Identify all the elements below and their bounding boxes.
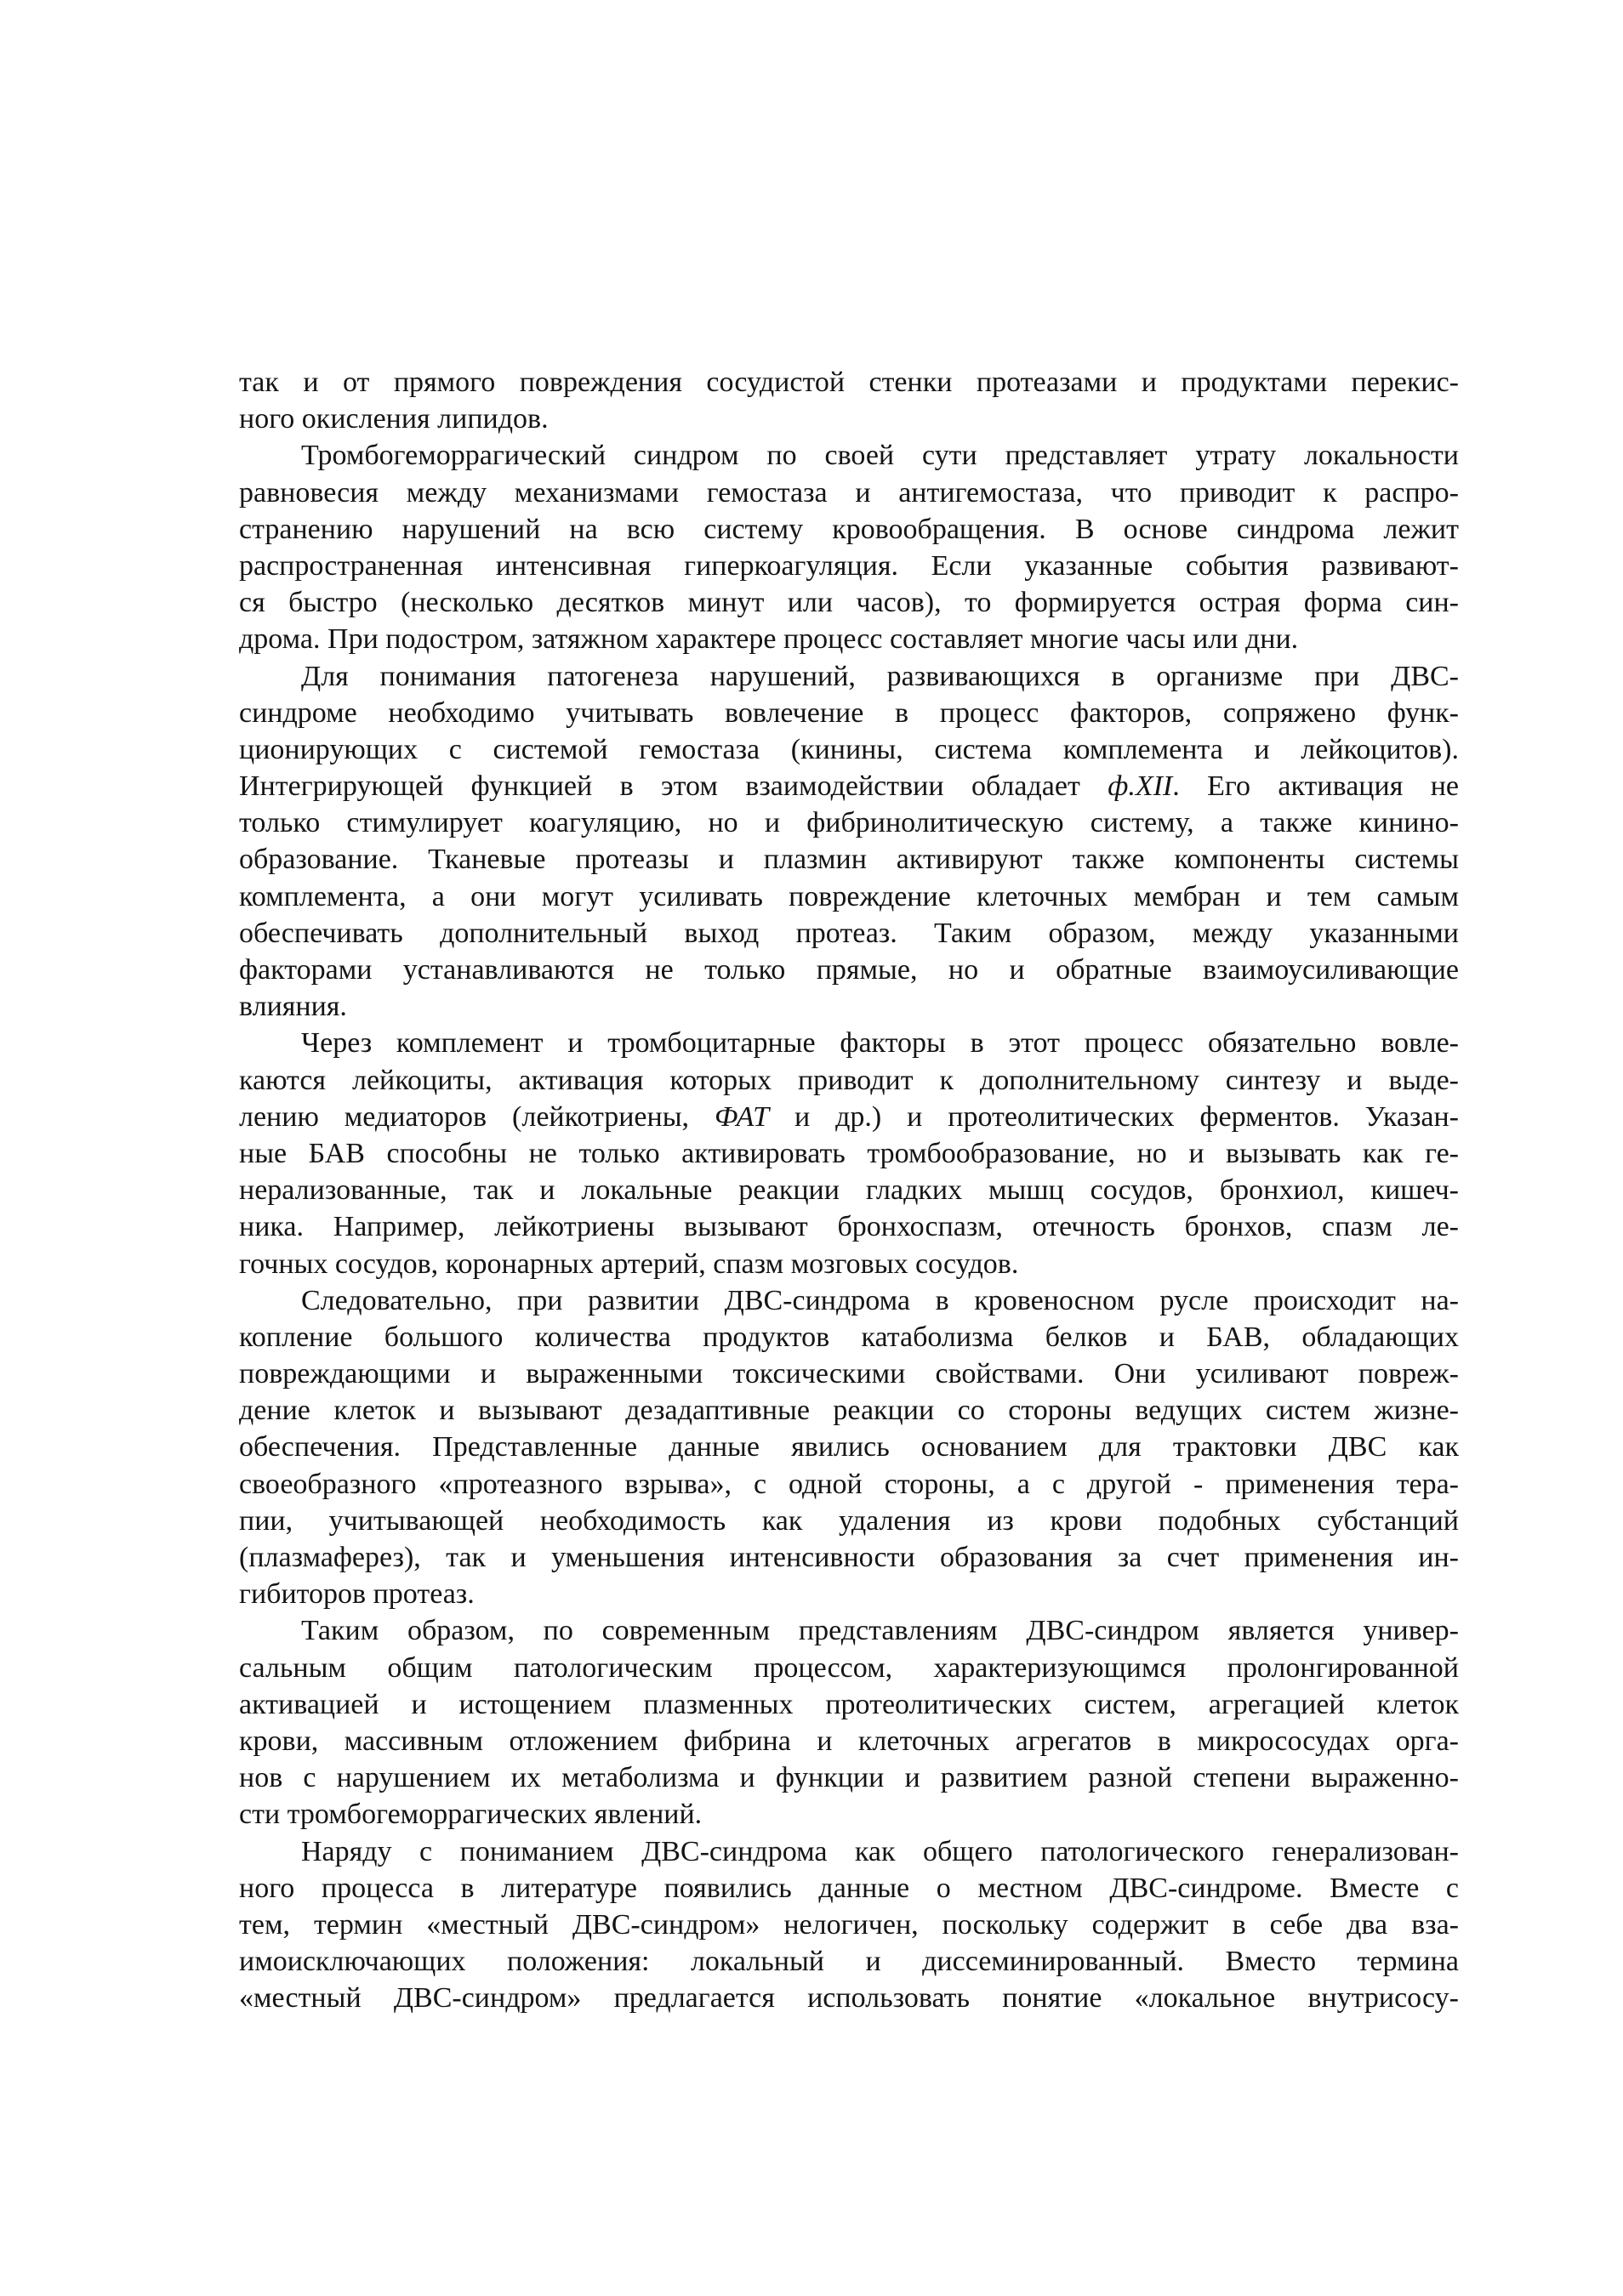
italic-term: ФАТ <box>714 1100 770 1133</box>
text-line: каются лейкоциты, активация которых приводит к дополнительному синтезу и выде- <box>239 1064 1459 1096</box>
text-line: нерализованные, так и локальные реакции гладких мышц сосудов, бронхиол, кишеч- <box>239 1174 1459 1207</box>
text-line: ные БАВ способны не только активировать тромбообразование, но и вызывать как ге- <box>239 1137 1459 1169</box>
text-line: имоисключающих положения: локальный и диссеминированный. Вместо термина <box>239 1946 1459 1978</box>
text-line: ционирующих с системой гемостаза (кинины, система комплемента и лейкоцитов). <box>239 733 1459 765</box>
text-line: (плазмаферез), так и уменьшения интенсивности образования за счет применения ин- <box>239 1542 1459 1573</box>
text-line: ного процесса в литературе появились данные о местном ДВС-синдроме. Вместе с <box>239 1872 1459 1904</box>
text-line: влияния. <box>239 991 347 1023</box>
text-line: Тромбогеморрагический синдром по своей сути представляет утрату локальности <box>301 440 1459 472</box>
text-line: дрома. При подостром, затяжном характере процесс составляет многие часы или дни. <box>239 623 1299 656</box>
text-line: ника. Например, лейкотриены вызывают бронхоспазм, отечность бронхов, спазм ле- <box>239 1211 1459 1243</box>
text-line: комплемента, а они могут усиливать повреждение клеточных мембран и тем самым <box>239 880 1459 912</box>
text-line: своеобразного «протеазного взрыва», с одной стороны, а с другой - применения тера- <box>239 1468 1459 1500</box>
text-line: ся быстро (несколько десятков минут или часов), то формируется острая форма син- <box>239 587 1459 619</box>
text-line: ного окисления липидов. <box>239 403 549 435</box>
text-line: нов с нарушением их метаболизма и функции и развитием разной степени выраженно- <box>239 1762 1459 1794</box>
text-line: лению медиаторов (лейкотриены, ФАТ и др.) и протеолитических ферментов. Указан- <box>239 1100 1459 1133</box>
text-line: Таким образом, по современным представлениям ДВС-синдром является универ- <box>301 1615 1459 1647</box>
text-line: Интегрирующей функцией в этом взаимодействии обладает ф.XII. Его активация не <box>239 770 1460 803</box>
text-line: гибиторов протеаз. <box>239 1578 475 1611</box>
text-line: распространенная интенсивная гиперкоагуляция. Если указанные события развивают- <box>239 549 1459 582</box>
text-line: Следовательно, при развитии ДВС-синдрома в кровеносном русле происходит на- <box>301 1284 1459 1316</box>
text-line: странению нарушений на всю систему кровообращения. В основе синдрома лежит <box>239 513 1459 545</box>
text-line: «местный ДВС-синдром» предлагается использовать понятие «локальное внутрисосу- <box>239 1982 1459 2015</box>
text-line: крови, массивным отложением фибрина и клеточных агрегатов в микрососудах орга- <box>239 1725 1459 1757</box>
body-text <box>239 364 1459 2016</box>
text-line: активацией и истощением плазменных протеолитических систем, агрегацией клеток <box>239 1688 1459 1720</box>
text-line: синдроме необходимо учитывать вовлечение в процесс факторов, сопряжено функ- <box>239 696 1459 729</box>
text-line: обеспечения. Представленные данные явились основанием для трактовки ДВС как <box>239 1431 1459 1463</box>
text-line: так и от прямого повреждения сосудистой стенки протеазами и продуктами перекис- <box>239 367 1459 398</box>
text-line: дение клеток и вызывают дезадаптивные реакции со стороны ведущих систем жизне- <box>239 1395 1459 1427</box>
text-line: Для понимания патогенеза нарушений, развивающихся в организме при ДВС- <box>301 660 1459 692</box>
text-line: повреждающими и выраженными токсическими свойствами. Они усиливают повреж- <box>239 1358 1459 1390</box>
text-line: Через комплемент и тромбоцитарные факторы в этот процесс обязательно вовле- <box>301 1027 1459 1060</box>
text-line: тем, термин «местный ДВС-синдром» нелогичен, поскольку содержит в себе два вза- <box>239 1908 1459 1941</box>
text-line: Наряду с пониманием ДВС-синдрома как общего патологического генерализован- <box>301 1835 1459 1867</box>
text-line: сти тромбогеморрагических явлений. <box>239 1799 703 1831</box>
text-line: только стимулирует коагуляцию, но и фибринолитическую систему, а также кинино- <box>239 807 1459 839</box>
text-line: равновесия между механизмами гемостаза и антигемостаза, что приводит к распро- <box>239 476 1459 509</box>
text-line: факторами устанавливаются не только прямые, но и обратные взаимоусиливающие <box>239 954 1459 986</box>
text-line: сальным общим патологическим процессом, характеризующимся пролонгированной <box>239 1651 1459 1684</box>
text-line: пии, учитывающей необходимость как удаления из крови подобных субстанций <box>239 1504 1459 1537</box>
text-line: гочных сосудов, коронарных артерий, спазм мозговых сосудов. <box>239 1247 1019 1280</box>
italic-term: ф.XII <box>1108 770 1173 803</box>
text-line: обеспечивать дополнительный выход протеаз. Таким образом, между указанными <box>239 917 1459 949</box>
text-line: копление большого количества продуктов катаболизма белков и БАВ, обладающих <box>239 1321 1459 1353</box>
text-line: образование. Тканевые протеазы и плазмин активируют также компоненты системы <box>239 844 1459 876</box>
